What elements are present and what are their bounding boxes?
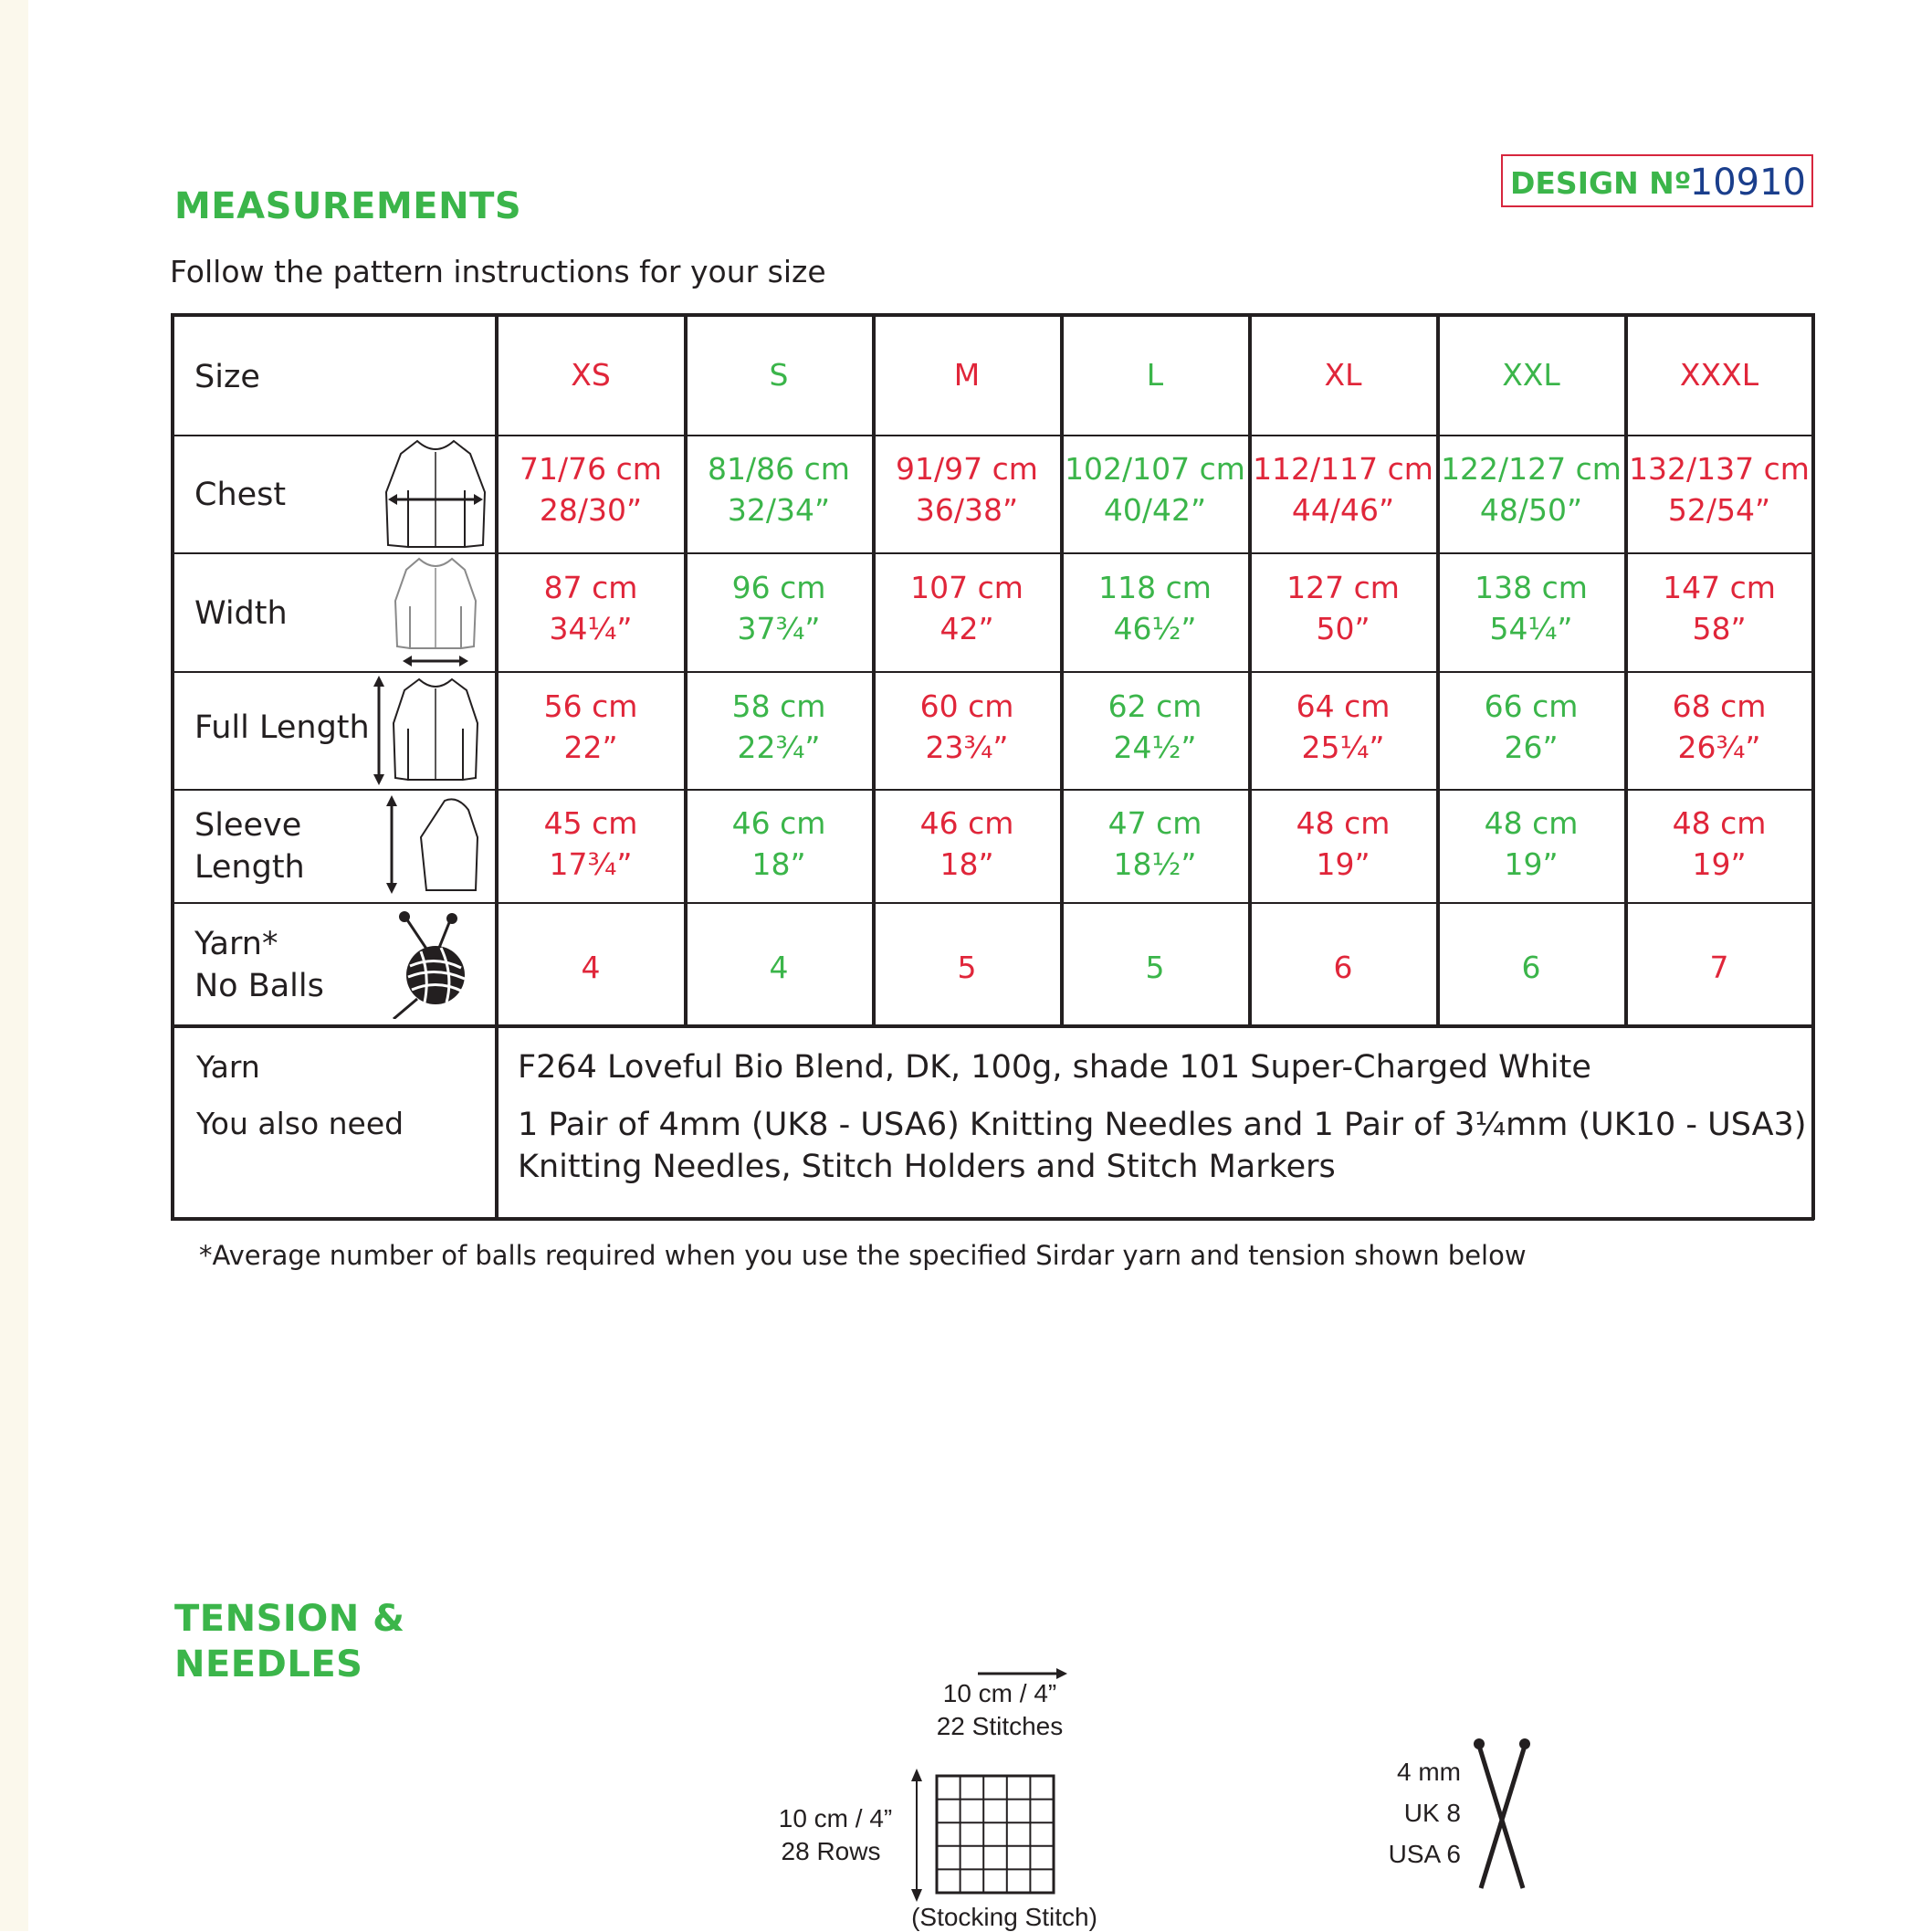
knitting-needles-icon bbox=[1470, 1737, 1534, 1892]
width-value: 118 cm 46½” bbox=[1098, 570, 1212, 646]
size-header: XS bbox=[571, 357, 611, 393]
yarn-balls-value: 4 bbox=[581, 950, 601, 985]
yarn-balls-value: 6 bbox=[1333, 950, 1353, 985]
tension-width-arrow-icon bbox=[971, 1660, 1067, 1687]
yarn-label: Yarn bbox=[196, 1049, 260, 1085]
design-number-label: DESIGN Nº bbox=[1510, 165, 1692, 201]
width-row-label: Width bbox=[194, 595, 288, 632]
measurements-table bbox=[171, 313, 1814, 1220]
sleeve-length-value: 46 cm 18” bbox=[919, 805, 1014, 882]
width-value: 127 cm 50” bbox=[1286, 570, 1400, 646]
full-length-value: 60 cm 23¾” bbox=[919, 688, 1014, 765]
yarn-balls-value: 7 bbox=[1709, 950, 1729, 985]
size-header: XL bbox=[1324, 357, 1362, 393]
chest-measurement-icon bbox=[383, 437, 488, 551]
design-number-value: 10910 bbox=[1689, 162, 1806, 204]
tension-stitch-type: (Stocking Stitch) bbox=[911, 1903, 1097, 1931]
also-need-line2: Knitting Needles, Stitch Holders and Stitch Markers bbox=[518, 1149, 1336, 1185]
tension-heading-line1: TENSION & bbox=[174, 1598, 405, 1640]
chest-value: 81/86 cm 32/34” bbox=[708, 451, 850, 528]
yarn-ball-icon bbox=[390, 911, 481, 1019]
measurements-subtitle: Follow the pattern instructions for your size bbox=[170, 254, 826, 289]
design-number-box bbox=[1501, 154, 1813, 207]
width-measurement-icon bbox=[383, 555, 488, 670]
yarn-balls-value: 4 bbox=[769, 950, 789, 985]
sleeve-length-value: 47 cm 18½” bbox=[1107, 805, 1202, 882]
also-need-line1: 1 Pair of 4mm (UK8 - USA6) Knitting Needles and 1 Pair of 3¼mm (UK10 - USA3) bbox=[518, 1107, 1807, 1143]
size-header: XXL bbox=[1502, 357, 1560, 393]
chest-row-label: Chest bbox=[194, 477, 287, 513]
yarn-balls-row-label: Yarn* No Balls bbox=[194, 926, 324, 1004]
sleeve-length-row-label: Sleeve Length bbox=[194, 807, 305, 886]
chest-value: 102/107 cm 40/42” bbox=[1065, 451, 1245, 528]
size-row-label: Size bbox=[194, 359, 260, 395]
full-length-value: 56 cm 22” bbox=[543, 688, 638, 765]
full-length-value: 68 cm 26¾” bbox=[1672, 688, 1767, 765]
width-value: 107 cm 42” bbox=[910, 570, 1023, 646]
yarn-balls-value: 5 bbox=[1145, 950, 1165, 985]
full-length-row-label: Full Length bbox=[194, 709, 370, 746]
needle-uk: UK 8 bbox=[1403, 1799, 1461, 1827]
full-length-value: 62 cm 24½” bbox=[1107, 688, 1202, 765]
width-value: 147 cm 58” bbox=[1663, 570, 1776, 646]
needle-usa: USA 6 bbox=[1388, 1840, 1461, 1868]
tension-heading-line2: NEEDLES bbox=[174, 1643, 363, 1685]
size-header: M bbox=[953, 357, 981, 393]
width-value: 96 cm 37¾” bbox=[731, 570, 826, 646]
full-length-value: 66 cm 26” bbox=[1484, 688, 1579, 765]
yarn-balls-value: 5 bbox=[957, 950, 977, 985]
measurements-heading: MEASUREMENTS bbox=[174, 185, 522, 227]
full-length-value: 58 cm 22¾” bbox=[731, 688, 826, 765]
chest-value: 132/137 cm 52/54” bbox=[1629, 451, 1810, 528]
tension-rows: 28 Rows bbox=[781, 1837, 881, 1865]
chest-value: 91/97 cm 36/38” bbox=[896, 451, 1038, 528]
yarn-balls-value: 6 bbox=[1521, 950, 1541, 985]
tension-swatch-grid-icon bbox=[904, 1767, 1057, 1904]
width-value: 138 cm 54¼” bbox=[1475, 570, 1588, 646]
sleeve-length-value: 45 cm 17¾” bbox=[543, 805, 638, 882]
tension-width-measure: 10 cm / 4” bbox=[942, 1679, 1057, 1707]
also-need-label: You also need bbox=[196, 1106, 404, 1141]
sleeve-length-value: 48 cm 19” bbox=[1296, 805, 1391, 882]
sleeve-length-value: 46 cm 18” bbox=[731, 805, 826, 882]
width-value: 87 cm 34¼” bbox=[543, 570, 638, 646]
sleeve-length-value: 48 cm 19” bbox=[1484, 805, 1579, 882]
chest-value: 112/117 cm 44/46” bbox=[1253, 451, 1433, 528]
full-length-measurement-icon bbox=[370, 674, 488, 787]
sleeve-length-measurement-icon bbox=[370, 792, 488, 901]
size-header: S bbox=[769, 357, 789, 393]
full-length-value: 64 cm 25¼” bbox=[1296, 688, 1391, 765]
tension-height-measure: 10 cm / 4” bbox=[778, 1804, 893, 1832]
size-header: XXXL bbox=[1679, 357, 1759, 393]
chest-value: 122/127 cm 48/50” bbox=[1441, 451, 1622, 528]
needle-size: 4 mm bbox=[1397, 1758, 1461, 1786]
page-margin-strip bbox=[0, 0, 28, 1931]
yarn-value: F264 Loveful Bio Blend, DK, 100g, shade 101 Super-Charged White bbox=[518, 1049, 1591, 1086]
tension-stitches: 22 Stitches bbox=[936, 1712, 1064, 1740]
sleeve-length-value: 48 cm 19” bbox=[1672, 805, 1767, 882]
size-header: L bbox=[1146, 357, 1164, 393]
footnote: *Average number of balls required when you use the specified Sirdar yarn and tension shown below bbox=[199, 1240, 1527, 1271]
chest-value: 71/76 cm 28/30” bbox=[520, 451, 662, 528]
